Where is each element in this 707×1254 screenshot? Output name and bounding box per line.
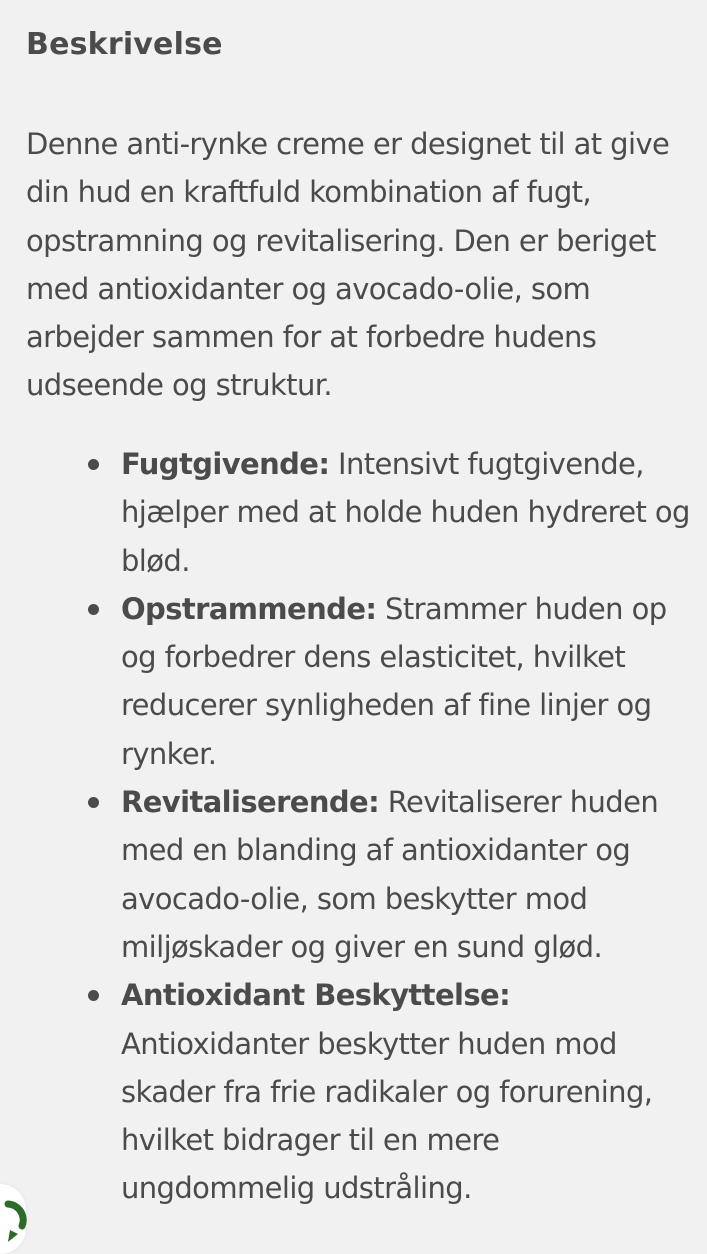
feature-item <box>121 440 696 585</box>
bullet-icon <box>88 459 99 470</box>
feature-text: Intensivt fugtgivende, hjælper med at holde huden hydreret og blød. <box>121 447 690 578</box>
feature-list <box>121 440 696 1213</box>
feature-label: Fugtgivende: <box>121 447 330 481</box>
bullet-icon <box>88 604 99 615</box>
feature-label: Revitaliserende: <box>121 785 380 820</box>
feature-text: Strammer huden op og forbedrer dens elasticitet, hvilket reducerer synligheden af fine linjer og rynker. <box>121 591 667 771</box>
feature-text: Revitaliserer huden med en blanding af antioxidanter og avocado-olie, som beskytter mod miljøskader og giver en sund glød. <box>121 785 659 964</box>
feature-item <box>121 971 696 1212</box>
recycle-icon <box>0 1196 28 1246</box>
section-title: Beskrivelse <box>26 27 223 62</box>
feature-item <box>121 778 696 971</box>
feature-label: Opstrammende: <box>121 591 377 626</box>
bullet-icon <box>88 990 99 1001</box>
floating-recycle-button[interactable] <box>0 1184 26 1254</box>
feature-item <box>121 585 696 778</box>
description-intro: Denne anti-rynke creme er designet til at give din hud en kraftfuld kombination af fugt, opstramning og revitalisering. Den er beriget med antioxidanter og avocado-olie, som arbejder sammen for at forbedre hudens udseende og struktur. <box>26 127 670 403</box>
feature-text: Antioxidanter beskytter huden mod skader fra frie radikaler og forurening, hvilket bidrager til en mere ungdommelig udstråling. <box>121 1026 653 1206</box>
feature-label: Antioxidant Beskyttelse: <box>121 978 511 1013</box>
bullet-icon <box>88 797 99 808</box>
